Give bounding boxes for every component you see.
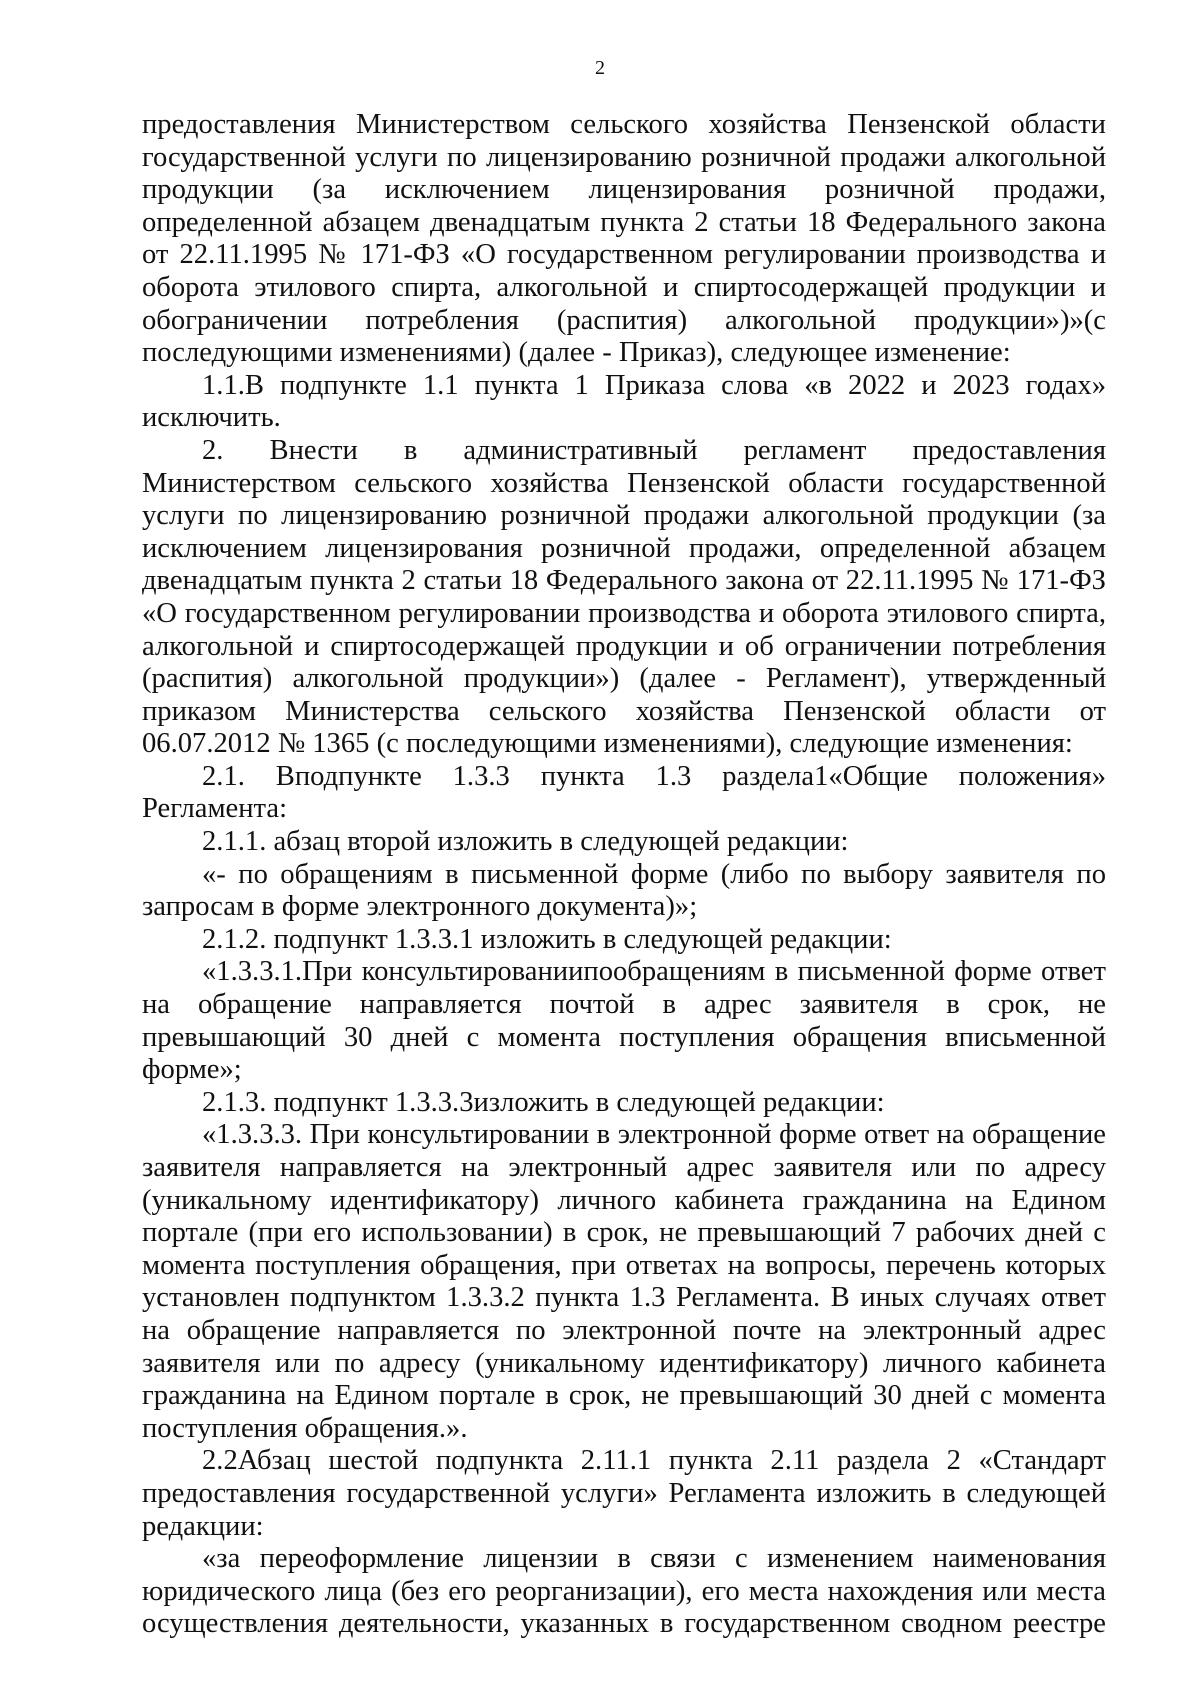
paragraph-2: 2. Внести в административный регламент предоставления Министерством сельского хозяйства Пензенской области государственной услуги по лицензированию розничной продажи алкогольной продукции (за исключением лицензирования розничной продажи, определенной абзацем двенадцатым пункта 2 статьи 18 Федерального закона от 22.11.1995 № 171-ФЗ «О государственном регулировании производства и оборота этилового спирта, алкогольной и спиртосодержащей продукции и об ограничении потребления (распития) алкогольной продукции») (далее - Регламент), утвержденный приказом Министерства сельского хозяйства Пензенской области от 06.07.2012 № 1365 (с последующими изменениями), следующие изменения: [142,434,1106,760]
paragraph-2-1-1: 2.1.1. абзац второй изложить в следующей редакции: [202,826,849,858]
paragraph-2-1: 2.1. Вподпункте 1.3.3 пункта 1.3 раздела1«Общие положения» Регламента: [142,760,1106,825]
paragraph-quote-2: «1.3.3.1.При консультированиипообращениям в письменной форме ответ на обращение направляется почтой в адрес заявителя в срок, не превышающий 30 дней с момента поступления обращения вписьменной форме»; [142,956,1106,1086]
document-body [142,109,1106,1641]
paragraph-2-1-2: 2.1.2. подпункт 1.3.3.1 изложить в следующей редакции: [202,923,892,955]
paragraph-quote-4: «за переоформление лицензии в связи с изменением наименования юридического лица (без его реорганизации), его места нахождения или места осуществления деятельности, указанных в государственном сводном реестре [142,1543,1106,1640]
paragraph-2-2: 2.2Абзац шестой подпункта 2.11.1 пункта 2.11 раздела 2 «Стандарт предоставления государственной услуги» Регламента изложить в следующей редакции: [142,1445,1106,1542]
paragraph-1-1: 1.1.В подпункте 1.1 пункта 1 Приказа слова «в 2022 и 2023 годах» исключить. [142,369,1106,434]
paragraph-2-1-3: 2.1.3. подпункт 1.3.3.3изложить в следующей редакции: [202,1086,885,1118]
paragraph-quote-1: «- по обращениям в письменной форме (либо по выбору заявителя по запросам в форме электронного документа)»; [142,858,1106,923]
paragraph-intro-continuation: предоставления Министерством сельского хозяйства Пензенской области государственной услуги по лицензированию розничной продажи алкогольной продукции (за исключением лицензирования розничной продажи, определенной абзацем двенадцатым пункта 2 статьи 18 Федерального закона от 22.11.1995 № 171-ФЗ «О государственном регулировании производства и оборота этилового спирта, алкогольной и спиртосодержащей продукции и обограничении потребления (распития) алкогольной продукции»)»(с последующими изменениями) (далее - Приказ), следующее изменение: [142,109,1106,369]
page-number: 2 [595,57,605,79]
paragraph-quote-3: «1.3.3.3. При консультировании в электронной форме ответ на обращение заявителя направляется на электронный адрес заявителя или по адресу (уникальному идентификатору) личного кабинета гражданина на Едином портале (при его использовании) в срок, не превышающий 7 рабочих дней с момента поступления обращения, при ответах на вопросы, перечень которых установлен подпунктом 1.3.3.2 пункта 1.3 Регламента. В иных случаях ответ на обращение направляется по электронной почте на электронный адрес заявителя или по адресу (уникальному идентификатору) личного кабинета гражданина на Едином портале в срок, не превышающий 30 дней с момента поступления обращения.». [142,1119,1106,1444]
